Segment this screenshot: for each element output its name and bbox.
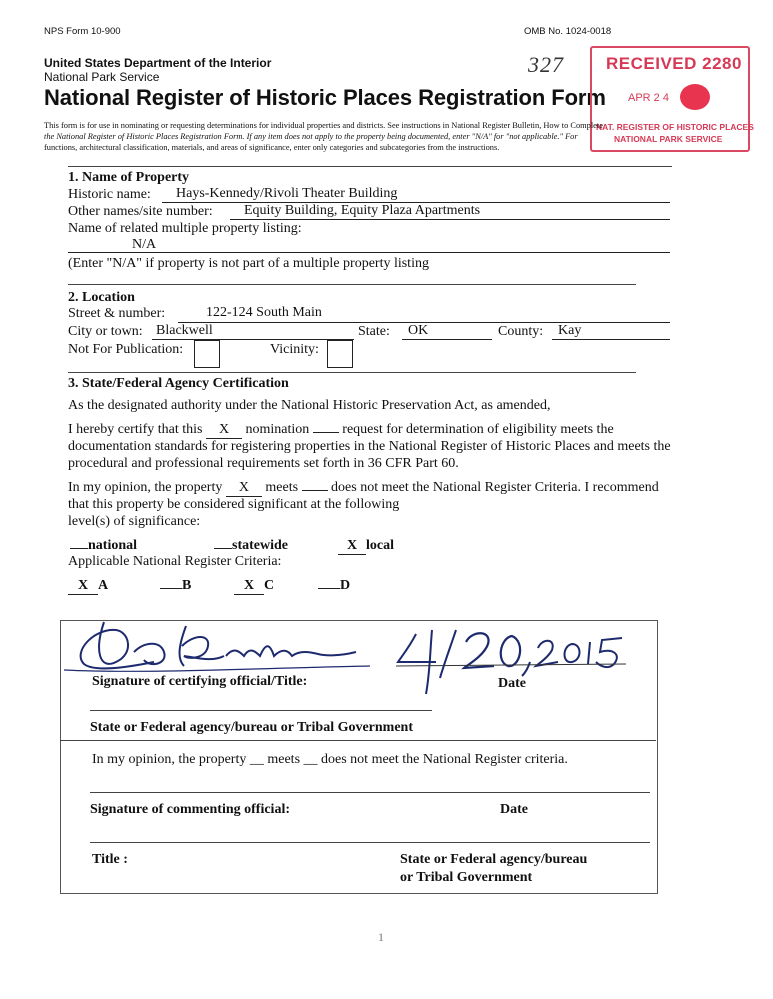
- not-for-publication-label: Not For Publication:: [68, 342, 184, 357]
- section-1-heading: 1. Name of Property: [68, 170, 190, 185]
- criterion-a-label: A: [98, 578, 109, 593]
- stamp-ink-blot: [680, 84, 710, 110]
- local-label: local: [366, 538, 394, 553]
- stamp-register-text: NAT. REGISTER OF HISTORIC PLACES: [596, 122, 754, 132]
- county-label: County:: [498, 324, 544, 339]
- received-stamp: [590, 46, 754, 152]
- level-statewide: [214, 538, 288, 554]
- criterion-d-mark[interactable]: [318, 588, 340, 589]
- nomination-label: nomination: [245, 422, 310, 437]
- city-value[interactable]: Blackwell: [156, 323, 213, 338]
- title-label: Title :: [92, 852, 128, 867]
- other-names-value[interactable]: Equity Building, Equity Plaza Apartments: [244, 203, 481, 218]
- city-underline: [152, 339, 354, 340]
- certification-line-2: documentation standards for registering properties in the National Register of Historic Places and meets the: [68, 439, 671, 454]
- request-mark[interactable]: [313, 432, 339, 433]
- section-3-heading: 3. State/Federal Agency Certification: [68, 376, 289, 391]
- handwritten-number: 327: [528, 52, 564, 77]
- department-name: United States Department of the Interior: [44, 56, 272, 70]
- related-listing-label: Name of related multiple property listing:: [68, 221, 302, 236]
- historic-name-value[interactable]: Hays-Kennedy/Rivoli Theater Building: [176, 186, 398, 201]
- page-title: National Register of Historic Places Registration Form: [44, 85, 606, 110]
- commenting-date-label: Date: [500, 802, 528, 817]
- city-label: City or town:: [68, 324, 143, 339]
- stamp-received-text: RECEIVED 2280: [606, 54, 742, 73]
- county-value[interactable]: Kay: [558, 323, 582, 338]
- other-names-underline: [230, 219, 670, 220]
- state-value[interactable]: OK: [408, 323, 429, 338]
- national-label: national: [88, 538, 138, 553]
- does-not-meet-mark[interactable]: [302, 490, 328, 491]
- criteria-label: Applicable National Register Criteria:: [68, 554, 282, 569]
- related-listing-underline: [68, 252, 670, 253]
- opinion-line-2: that this property be considered significant at the following: [68, 497, 400, 512]
- vicinity-label: Vicinity:: [270, 342, 319, 357]
- omb-number: OMB No. 1024-0018: [524, 26, 612, 37]
- commenting-signature-label: Signature of commenting official:: [90, 802, 290, 817]
- opinion-line-3: level(s) of significance:: [68, 514, 201, 529]
- intro-line-2: the National Register of Historic Places Registration Form. If any item does not apply to the property being documented, enter "N/A" for "not applicable." For: [44, 132, 578, 141]
- street-value[interactable]: 122-124 South Main: [206, 305, 322, 320]
- criterion-d: [318, 578, 350, 594]
- criterion-c-mark[interactable]: X: [234, 578, 264, 595]
- intro-line-3: functions, architectural classification, materials, and areas of significance, enter only categories and subcategories from the instructions.: [44, 143, 500, 152]
- commenting-signature-line: [90, 792, 650, 793]
- certification-prefix: I hereby certify that this: [68, 422, 203, 437]
- divider: [68, 284, 636, 285]
- certification-line-1: [68, 422, 614, 439]
- handwritten-date: [500, 642, 504, 643]
- criterion-a: [68, 578, 108, 595]
- meets-mark[interactable]: X: [226, 480, 262, 497]
- level-national: [70, 538, 137, 554]
- county-underline: [552, 339, 670, 340]
- date-label: Date: [498, 676, 526, 691]
- divider: [68, 372, 636, 373]
- criterion-c: [234, 578, 274, 595]
- agency-name: National Park Service: [44, 70, 160, 84]
- state-underline: [402, 339, 492, 340]
- intro-line-1: This form is for use in nominating or requesting determinations for individual properties and districts. See instructions in National Register Bulletin, How to Complete: [44, 121, 603, 130]
- stamp-nps-text: NATIONAL PARK SERVICE: [614, 134, 723, 144]
- intro-paragraph: [44, 120, 604, 153]
- title-agency-line-2: or Tribal Government: [400, 870, 533, 885]
- criterion-b-label: B: [182, 578, 192, 593]
- request-label: request for determination of eligibility meets the: [342, 422, 614, 437]
- criterion-c-label: C: [264, 578, 275, 593]
- criterion-a-mark[interactable]: X: [68, 578, 98, 595]
- does-not-meet-label: does not meet the National Register Criteria. I recommend: [331, 480, 659, 495]
- nomination-mark[interactable]: X: [206, 422, 242, 439]
- title-line: [90, 842, 650, 843]
- local-mark[interactable]: X: [338, 538, 366, 555]
- agency-label: State or Federal agency/bureau or Tribal Government: [90, 720, 414, 735]
- certification-line-3: procedural and professional requirements set forth in 36 CFR Part 60.: [68, 456, 459, 471]
- form-number: NPS Form 10-900: [44, 26, 121, 37]
- national-mark[interactable]: [70, 548, 88, 549]
- statewide-mark[interactable]: [214, 548, 232, 549]
- box-divider: [60, 740, 656, 741]
- agency-signature-line: [90, 710, 432, 711]
- meets-label: meets: [265, 480, 299, 495]
- multiple-listing-note: (Enter "N/A" if property is not part of a multiple property listing: [68, 256, 429, 271]
- stamp-date-text: APR 2 4: [628, 92, 669, 104]
- level-local: [338, 538, 394, 555]
- other-names-label: Other names/site number:: [68, 204, 213, 219]
- opinion-prefix: In my opinion, the property: [68, 480, 223, 495]
- commenting-opinion: In my opinion, the property __ meets __ does not meet the National Register criteria.: [92, 752, 568, 767]
- historic-name-label: Historic name:: [68, 187, 151, 202]
- criterion-b-mark[interactable]: [160, 588, 182, 589]
- criterion-b: [160, 578, 191, 594]
- page-number: 1: [378, 930, 384, 944]
- not-for-publication-checkbox[interactable]: [194, 340, 220, 368]
- authority-statement: As the designated authority under the National Historic Preservation Act, as amended,: [68, 398, 551, 413]
- title-agency-line-1: State or Federal agency/bureau: [400, 852, 588, 867]
- statewide-label: statewide: [232, 538, 288, 553]
- state-label: State:: [358, 324, 390, 339]
- related-listing-value[interactable]: N/A: [132, 237, 157, 252]
- criterion-d-label: D: [340, 578, 351, 593]
- street-label: Street & number:: [68, 306, 166, 321]
- divider: [68, 166, 672, 167]
- vicinity-checkbox[interactable]: [327, 340, 353, 368]
- signature-label: Signature of certifying official/Title:: [92, 674, 308, 689]
- section-2-heading: 2. Location: [68, 290, 135, 305]
- opinion-line-1: [68, 480, 659, 497]
